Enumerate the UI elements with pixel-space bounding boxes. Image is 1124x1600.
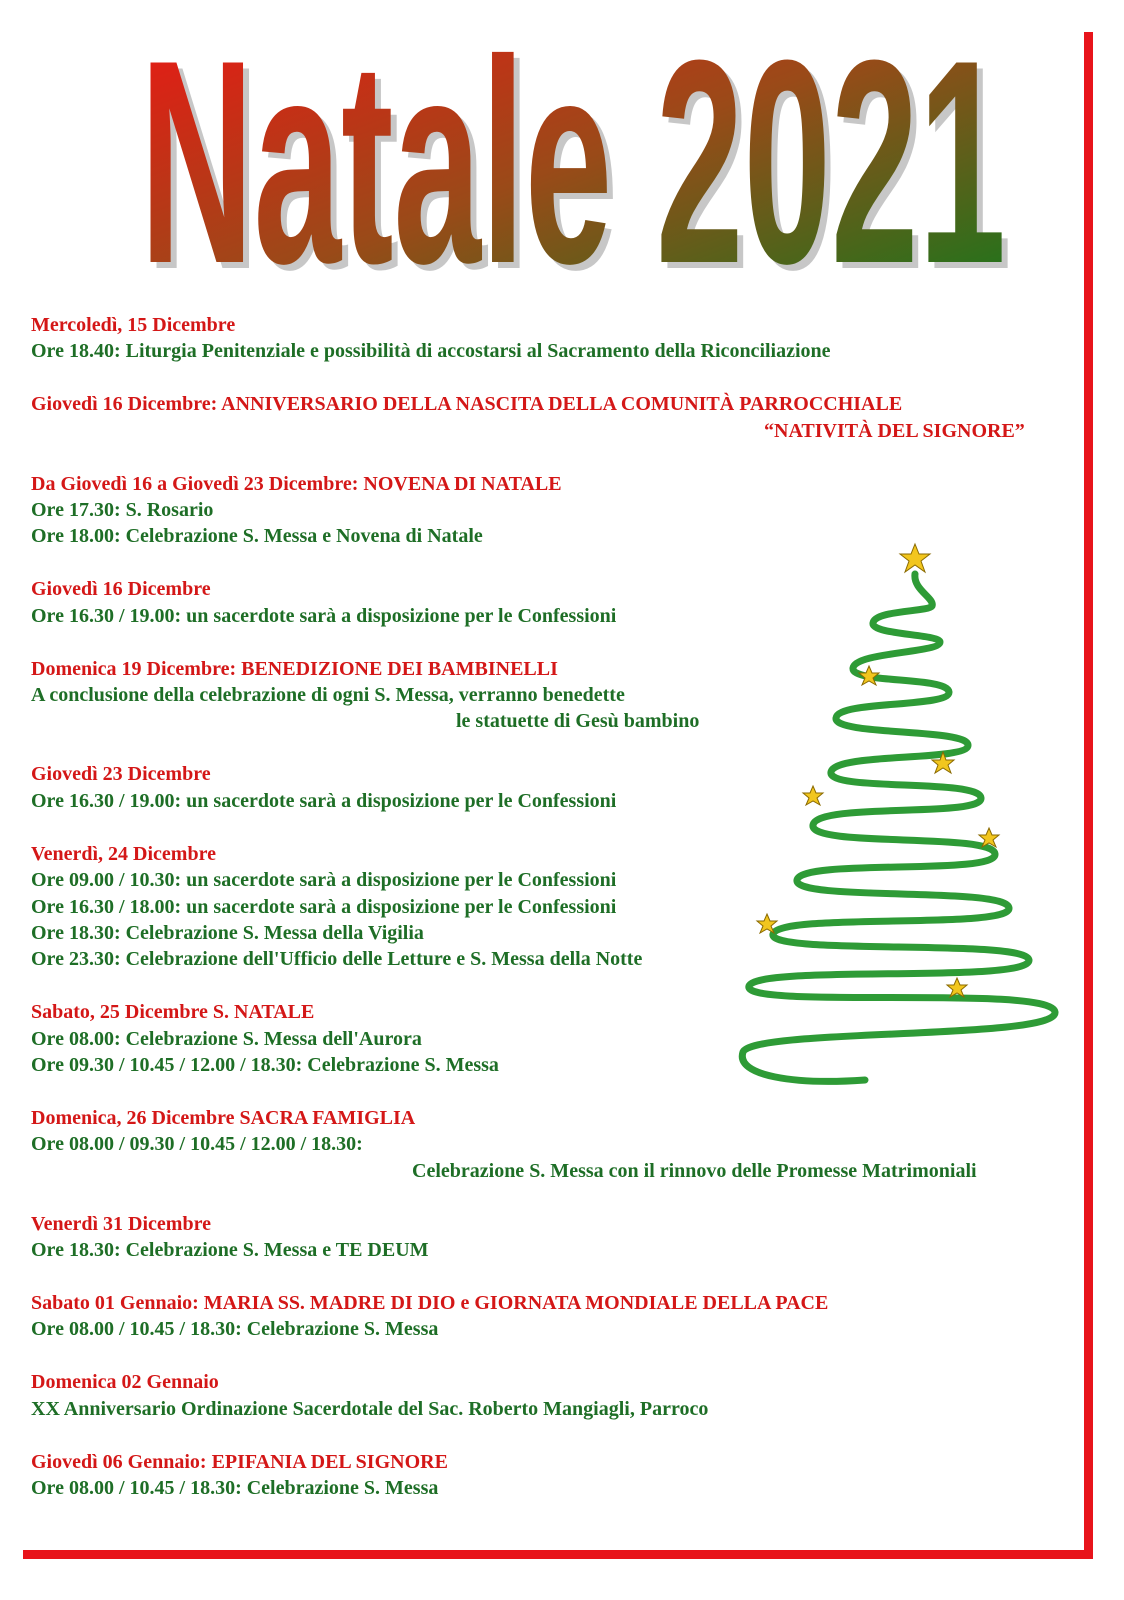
event-detail: Ore 08.00 / 09.30 / 10.45 / 12.00 / 18.30:	[31, 1133, 363, 1156]
event-detail: le statuette di Gesù bambino	[456, 710, 700, 733]
page-title	[140, 40, 1020, 280]
event-heading: Venerdì 31 Dicembre	[31, 1212, 211, 1235]
event-heading: Sabato, 25 Dicembre S. NATALE	[31, 1001, 315, 1024]
red-border-right	[1084, 32, 1093, 1558]
event-detail: Ore 16.30 / 18.00: un sacerdote sarà a disposizione per le Confessioni	[31, 895, 617, 918]
event-heading: Mercoledì, 15 Dicembre	[31, 314, 236, 336]
event-heading: Sabato 01 Gennaio: MARIA SS. MADRE DI DIO e GIORNATA MONDIALE DELLA PACE	[31, 1291, 829, 1314]
event-heading: Giovedì 16 Dicembre: ANNIVERSARIO DELLA NASCITA DELLA COMUNITÀ PARROCCHIALE	[31, 393, 903, 416]
event-detail: Ore 18.00: Celebrazione S. Messa e Novena di Natale	[31, 525, 483, 548]
event-detail: Ore 09.30 / 10.45 / 12.00 / 18.30: Celebrazione S. Messa	[31, 1054, 499, 1077]
event-item	[31, 1211, 1071, 1264]
event-item	[31, 656, 1071, 735]
event-item	[31, 391, 1071, 444]
event-heading: Giovedì 06 Gennaio: EPIFANIA DEL SIGNORE	[31, 1450, 448, 1473]
event-detail: Ore 08.00: Celebrazione S. Messa dell'Aurora	[31, 1027, 422, 1050]
event-heading: Domenica, 26 Dicembre SACRA FAMIGLIA	[31, 1106, 416, 1129]
event-detail: Ore 17.30: S. Rosario	[31, 499, 214, 522]
event-heading: Domenica 19 Dicembre: BENEDIZIONE DEI BAMBINELLI	[31, 657, 558, 680]
event-heading-continued: “NATIVITÀ DEL SIGNORE”	[764, 419, 1025, 442]
event-heading: Da Giovedì 16 a Giovedì 23 Dicembre: NOVENA DI NATALE	[31, 472, 562, 495]
event-detail: Ore 18.30: Celebrazione S. Messa della Vigilia	[31, 921, 424, 944]
event-item	[31, 761, 1071, 814]
event-item	[31, 1290, 1071, 1343]
event-detail: Ore 08.00 / 10.45 / 18.30: Celebrazione S. Messa	[31, 1318, 439, 1341]
event-item	[31, 1105, 1071, 1184]
event-detail: Ore 16.30 / 19.00: un sacerdote sarà a disposizione per le Confessioni	[31, 604, 617, 627]
event-list	[31, 312, 1071, 1528]
event-detail: Celebrazione S. Messa con il rinnovo delle Promesse Matrimoniali	[412, 1159, 977, 1182]
title-text: Natale 2021	[140, 40, 1006, 280]
event-item	[31, 1449, 1071, 1502]
event-detail: Ore 09.00 / 10.30: un sacerdote sarà a disposizione per le Confessioni	[31, 869, 617, 892]
event-item	[31, 1369, 1071, 1422]
event-item	[31, 576, 1071, 629]
event-detail: Ore 18.30: Celebrazione S. Messa e TE DEUM	[31, 1239, 429, 1262]
event-heading: Venerdì, 24 Dicembre	[31, 842, 216, 865]
event-detail: Ore 16.30 / 19.00: un sacerdote sarà a disposizione per le Confessioni	[31, 789, 617, 812]
event-item	[31, 312, 1071, 365]
red-border-bottom	[23, 1550, 1093, 1559]
event-item	[31, 471, 1071, 550]
event-heading: Giovedì 16 Dicembre	[31, 578, 211, 601]
event-heading: Domenica 02 Gennaio	[31, 1371, 219, 1394]
event-heading: Giovedì 23 Dicembre	[31, 763, 211, 786]
event-detail: Ore 23.30: Celebrazione dell'Ufficio delle Letture e S. Messa della Notte	[31, 948, 643, 971]
event-detail: Ore 18.40: Liturgia Penitenziale e possibilità di accostarsi al Sacramento della Riconciliazione	[31, 340, 831, 363]
event-detail: Ore 08.00 / 10.45 / 18.30: Celebrazione S. Messa	[31, 1477, 439, 1499]
event-detail: XX Anniversario Ordinazione Sacerdotale del Sac. Roberto Mangiagli, Parroco	[31, 1397, 709, 1420]
title-shadow: Natale 2021	[146, 40, 1012, 280]
event-item	[31, 841, 1071, 973]
event-detail: A conclusione della celebrazione di ogni S. Messa, verranno benedette	[31, 684, 625, 707]
event-item	[31, 999, 1071, 1078]
